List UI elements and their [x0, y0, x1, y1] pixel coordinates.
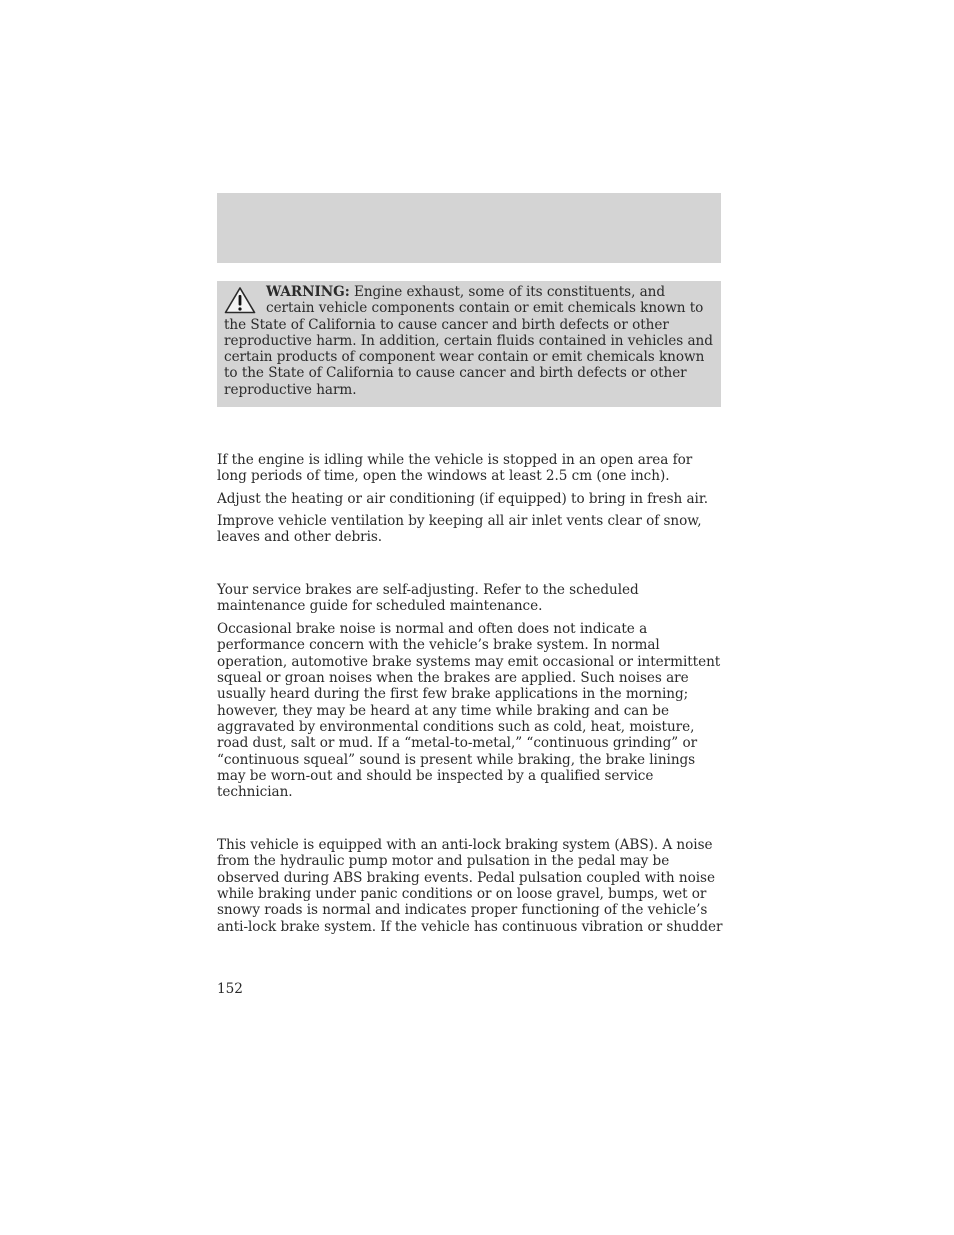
warning-box	[217, 281, 721, 407]
ventilation-paragraph-3: Improve vehicle ventilation by keeping all air inlet vents clear of snow, leaves and other debris.	[217, 513, 702, 546]
brakes-paragraph-1: Your service brakes are self-adjusting. Refer to the scheduled maintenance guide for scheduled maintenance.	[217, 582, 639, 615]
page-number: 152	[217, 981, 243, 997]
brakes-paragraph-2: Occasional brake noise is normal and often does not indicate a performance concern with the vehicle’s brake system. In normal operation, automotive brake systems may emit occasional or intermittent squeal or groan noises when the brakes are applied. Such noises are usually heard during the first few brake applications in the morning; however, they may be heard at any time while braking and can be aggravated by environmental conditions such as cold, heat, moisture, road dust, salt or mud. If a “metal-to-metal,” “continuous grinding” or “continuous squeal” sound is present while braking, the brake linings may be worn-out and should be inspected by a qualified service technician.	[217, 621, 721, 801]
warning-label: WARNING:	[266, 284, 350, 300]
ventilation-paragraph-1: If the engine is idling while the vehicle is stopped in an open area for long periods of time, open the windows at least 2.5 cm (one inch).	[217, 452, 693, 485]
warning-body: Engine exhaust, some of its constituents, and certain vehicle components contain or emit chemicals known to the State of California to cause cancer and birth defects or other reproductive harm. In addition, certain fluids contained in vehicles and certain products of component wear contain or emit chemicals known to the State of California to cause cancer and birth defects or other reproductive harm.	[224, 284, 713, 398]
warning-text	[224, 284, 713, 398]
warning-triangle-icon	[224, 286, 256, 314]
section-header-band	[217, 193, 721, 263]
ventilation-paragraph-2: Adjust the heating or air conditioning (if equipped) to bring in fresh air.	[217, 491, 709, 507]
abs-paragraph-1: This vehicle is equipped with an anti-lock braking system (ABS). A noise from the hydraulic pump motor and pulsation in the pedal may be observed during ABS braking events. Pedal pulsation coupled with noise while braking under panic conditions or on loose gravel, bumps, wet or snowy roads is normal and indicates proper functioning of the vehicle’s anti-lock brake system. If the vehicle has continuous vibration or shudder	[217, 837, 723, 935]
